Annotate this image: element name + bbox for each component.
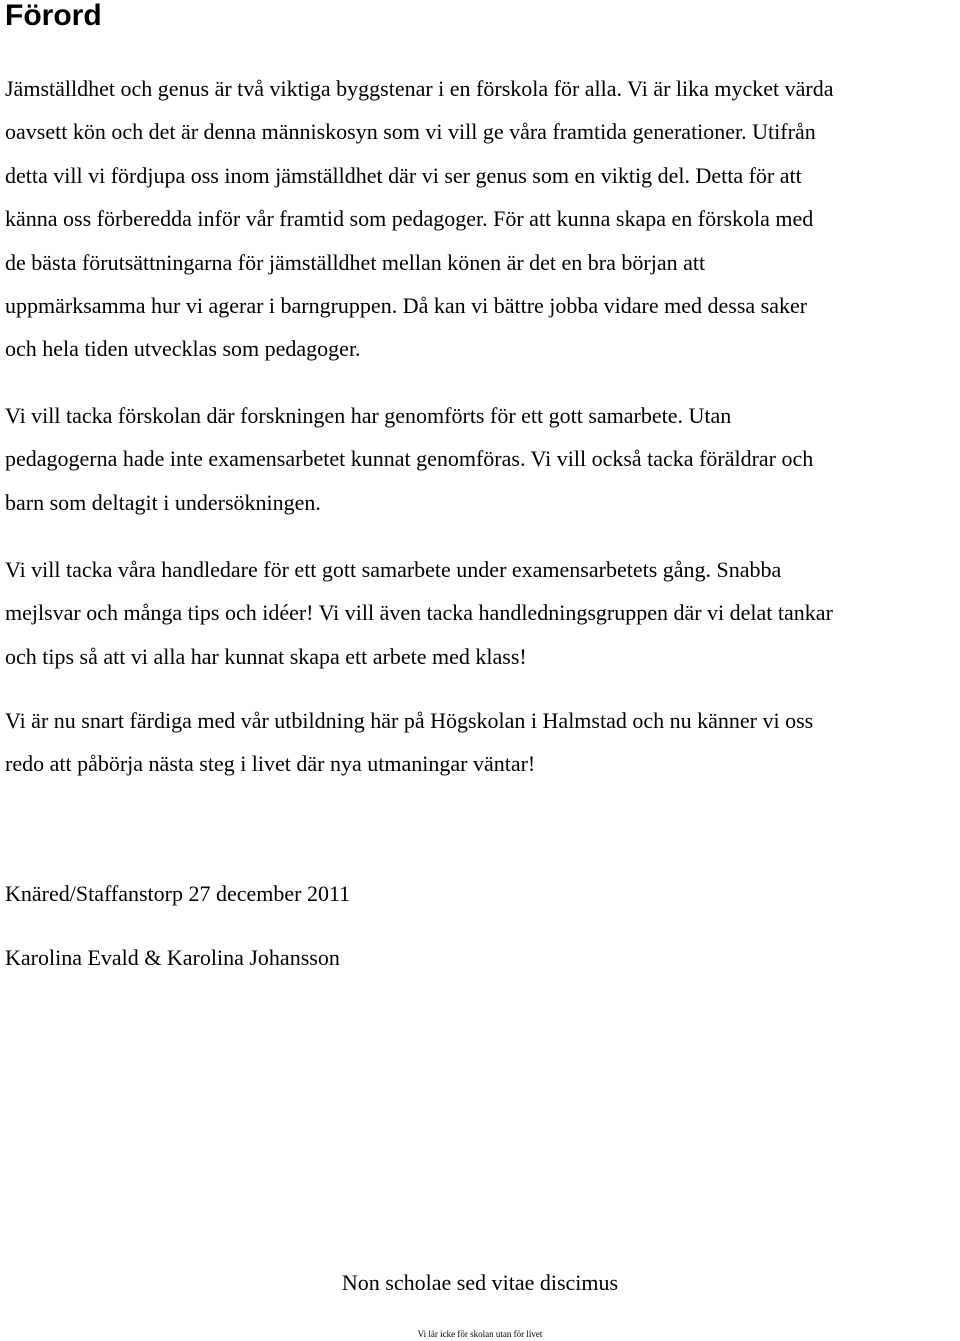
text-line: uppmärksamma hur vi agerar i barngruppen. Då kan vi bättre jobba vidare med dessa saker [5,293,808,319]
text-line: känna oss förberedda inför vår framtid som pedagoger. För att kunna skapa en förskola med [5,206,814,232]
latin-motto: Non scholae sed vitae discimus [341,1270,619,1295]
paragraph-closing [5,699,957,786]
text-line: och hela tiden utvecklas som pedagoger. [5,336,361,362]
text-line: Vi är nu snart färdiga med vår utbildning här på Högskolan i Halmstad och nu känner vi oss [5,708,814,733]
place-and-date: Knäred/Staffanstorp 27 december 2011 [5,881,351,906]
text-line: redo att påbörja nästa steg i livet där nya utmaningar väntar! [5,751,536,777]
text-line: och tips så att vi alla har kunnat skapa ett arbete med klass! [5,643,527,669]
text-line: Vi vill tacka våra handledare för ett gott samarbete under examensarbetets gång. Snabba [5,557,782,582]
paragraph-intro [5,67,957,371]
authors: Karolina Evald & Karolina Johansson [5,945,340,970]
text-line: barn som deltagit i undersökningen. [5,489,321,515]
text-line: Vi vill tacka förskolan där forskningen har genomförts för ett gott samarbete. Utan [5,403,732,428]
text-line: oavsett kön och det är denna människosyn som vi vill ge våra framtida generationer. Utifrån [5,119,816,145]
page-title: Förord [5,0,102,32]
text-line: pedagogerna hade inte examensarbetet kunnat genomföras. Vi vill också tacka föräldrar och [5,446,814,472]
text-line: de bästa förutsättningarna för jämställdhet mellan könen är det en bra början att [5,249,706,275]
motto-translation: Vi lär icke för skolan utan för livet [417,1329,543,1339]
text-line: detta vill vi fördjupa oss inom jämställdhet där vi ser genus som en viktig del. Detta för att [5,162,802,188]
paragraph-thanks-supervisors [5,548,957,678]
text-line: Jämställdhet och genus är två viktiga byggstenar i en förskola för alla. Vi är lika mycket värda [5,76,834,101]
text-line: mejlsvar och många tips och idéer! Vi vill även tacka handledningsgruppen där vi delat tankar [5,600,833,626]
paragraph-thanks-preschool [5,394,957,524]
